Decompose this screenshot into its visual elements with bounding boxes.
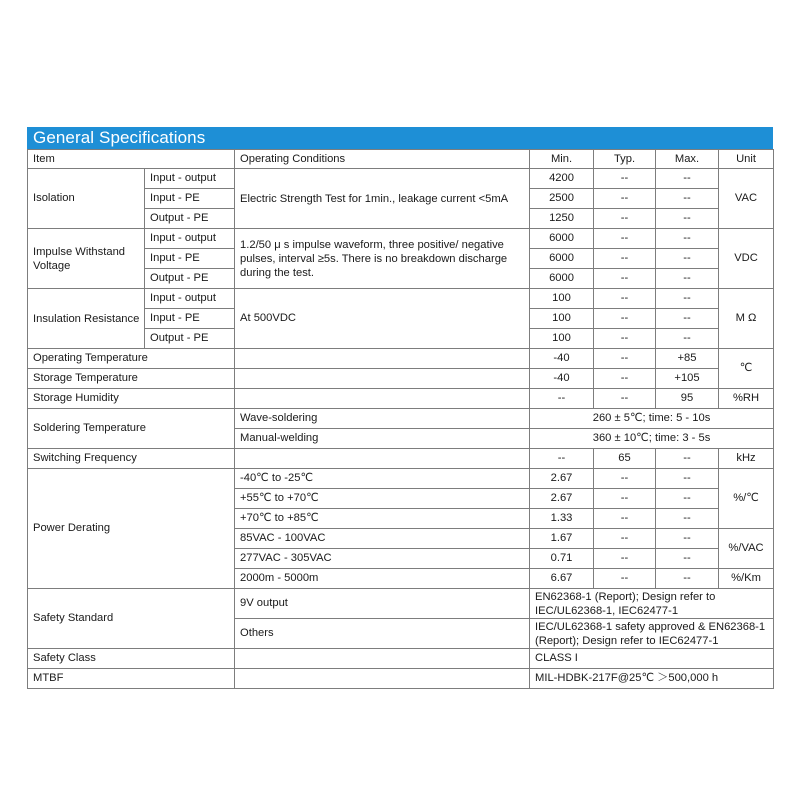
impulse-unit: VDC (719, 229, 774, 289)
isolation-label: Isolation (28, 169, 145, 229)
min-value: 0.71 (530, 549, 594, 569)
typ-value: -- (594, 489, 656, 509)
mtbf-label: MTBF (28, 669, 235, 689)
max-value: -- (656, 289, 719, 309)
max-value: -- (656, 449, 719, 469)
min-value: 1250 (530, 209, 594, 229)
operating-temperature-label: Operating Temperature (28, 349, 235, 369)
max-value: -- (656, 269, 719, 289)
safety-standard-value: EN62368-1 (Report); Design refer to IEC/UL62368-1, IEC62477-1 (530, 589, 774, 619)
typ-value: -- (594, 469, 656, 489)
humidity-unit: %RH (719, 389, 774, 409)
derating-condition: +70℃ to +85℃ (235, 509, 530, 529)
derating-condition: -40℃ to -25℃ (235, 469, 530, 489)
min-value: 100 (530, 289, 594, 309)
header-min: Min. (530, 150, 594, 169)
switching-frequency-label: Switching Frequency (28, 449, 235, 469)
max-value: -- (656, 549, 719, 569)
insulation-conditions: At 500VDC (235, 289, 530, 349)
impulse-conditions: 1.2/50 μ s impulse waveform, three positive/ negative pulses, interval ≥5s. There is no breakdown discharge during the test. (235, 229, 530, 289)
max-value: -- (656, 169, 719, 189)
typ-value: -- (594, 549, 656, 569)
empty-conditions (235, 389, 530, 409)
min-value: 1.67 (530, 529, 594, 549)
isolation-conditions: Electric Strength Test for 1min., leakage current <5mA (235, 169, 530, 229)
min-value: 2.67 (530, 489, 594, 509)
safety-condition: Others (235, 619, 530, 649)
typ-value: -- (594, 369, 656, 389)
insulation-unit: M Ω (719, 289, 774, 349)
min-value: 100 (530, 309, 594, 329)
table-row (28, 649, 774, 669)
empty-conditions (235, 649, 530, 669)
typ-value: -- (594, 289, 656, 309)
derating-condition: 85VAC - 100VAC (235, 529, 530, 549)
max-value: -- (656, 249, 719, 269)
typ-value: -- (594, 309, 656, 329)
min-value: 2.67 (530, 469, 594, 489)
sub-item: Input - PE (145, 189, 235, 209)
min-value: -40 (530, 369, 594, 389)
max-value: -- (656, 209, 719, 229)
temperature-unit: ℃ (719, 349, 774, 389)
header-typ: Typ. (594, 150, 656, 169)
header-conditions: Operating Conditions (235, 150, 530, 169)
min-value: 2500 (530, 189, 594, 209)
sub-item: Input - output (145, 169, 235, 189)
max-value: -- (656, 309, 719, 329)
insulation-label: Insulation Resistance (28, 289, 145, 349)
empty-conditions (235, 369, 530, 389)
min-value: 6.67 (530, 569, 594, 589)
min-value: 6000 (530, 269, 594, 289)
min-value: -- (530, 389, 594, 409)
safety-class-value: CLASS I (530, 649, 774, 669)
safety-condition: 9V output (235, 589, 530, 619)
power-derating-label: Power Derating (28, 469, 235, 589)
max-value: -- (656, 189, 719, 209)
switching-unit: kHz (719, 449, 774, 469)
table-row (28, 289, 774, 309)
table-header-row (28, 150, 774, 169)
typ-value: -- (594, 169, 656, 189)
max-value: -- (656, 489, 719, 509)
derating-unit-vac: %/VAC (719, 529, 774, 569)
soldering-condition: Wave-soldering (235, 409, 530, 429)
table-row (28, 369, 774, 389)
typ-value: -- (594, 509, 656, 529)
max-value: -- (656, 469, 719, 489)
min-value: 4200 (530, 169, 594, 189)
table-row (28, 169, 774, 189)
max-value: -- (656, 529, 719, 549)
typ-value: -- (594, 569, 656, 589)
derating-condition: 277VAC - 305VAC (235, 549, 530, 569)
header-max: Max. (656, 150, 719, 169)
sub-item: Input - output (145, 289, 235, 309)
max-value: 95 (656, 389, 719, 409)
typ-value: -- (594, 329, 656, 349)
typ-value: -- (594, 189, 656, 209)
typ-value: -- (594, 349, 656, 369)
typ-value: 65 (594, 449, 656, 469)
impulse-label: Impulse Withstand Voltage (28, 229, 145, 289)
max-value: -- (656, 329, 719, 349)
max-value: +105 (656, 369, 719, 389)
min-value: 100 (530, 329, 594, 349)
typ-value: -- (594, 269, 656, 289)
mtbf-value: MIL-HDBK-217F@25℃ ＞500,000 h (530, 669, 774, 689)
safety-class-label: Safety Class (28, 649, 235, 669)
isolation-unit: VAC (719, 169, 774, 229)
table-row (28, 349, 774, 369)
sub-item: Output - PE (145, 209, 235, 229)
min-value: 6000 (530, 249, 594, 269)
min-value: 6000 (530, 229, 594, 249)
specifications-table (27, 149, 774, 689)
table-row (28, 669, 774, 689)
table-row (28, 469, 774, 489)
table-row (28, 449, 774, 469)
storage-temperature-label: Storage Temperature (28, 369, 235, 389)
table-row (28, 229, 774, 249)
soldering-value: 260 ± 5℃; time: 5 - 10s (530, 409, 774, 429)
table-row (28, 589, 774, 619)
soldering-value: 360 ± 10℃; time: 3 - 5s (530, 429, 774, 449)
storage-humidity-label: Storage Humidity (28, 389, 235, 409)
table-row (28, 409, 774, 429)
sub-item: Input - PE (145, 309, 235, 329)
general-specifications-section (27, 127, 773, 689)
sub-item: Input - output (145, 229, 235, 249)
section-title: General Specifications (27, 127, 773, 149)
empty-conditions (235, 349, 530, 369)
derating-condition: 2000m - 5000m (235, 569, 530, 589)
soldering-condition: Manual-welding (235, 429, 530, 449)
header-item: Item (28, 150, 235, 169)
min-value: -- (530, 449, 594, 469)
max-value: -- (656, 569, 719, 589)
derating-unit-temperature: %/℃ (719, 469, 774, 529)
empty-conditions (235, 449, 530, 469)
soldering-temperature-label: Soldering Temperature (28, 409, 235, 449)
derating-unit-km: %/Km (719, 569, 774, 589)
max-value: -- (656, 509, 719, 529)
typ-value: -- (594, 529, 656, 549)
typ-value: -- (594, 209, 656, 229)
safety-standard-label: Safety Standard (28, 589, 235, 649)
derating-condition: +55℃ to +70℃ (235, 489, 530, 509)
header-unit: Unit (719, 150, 774, 169)
max-value: +85 (656, 349, 719, 369)
max-value: -- (656, 229, 719, 249)
sub-item: Output - PE (145, 329, 235, 349)
empty-conditions (235, 669, 530, 689)
safety-standard-value: IEC/UL62368-1 safety approved & EN62368-1 (Report); Design refer to IEC62477-1 (530, 619, 774, 649)
sub-item: Input - PE (145, 249, 235, 269)
sub-item: Output - PE (145, 269, 235, 289)
min-value: -40 (530, 349, 594, 369)
min-value: 1.33 (530, 509, 594, 529)
typ-value: -- (594, 389, 656, 409)
typ-value: -- (594, 229, 656, 249)
table-row (28, 389, 774, 409)
typ-value: -- (594, 249, 656, 269)
